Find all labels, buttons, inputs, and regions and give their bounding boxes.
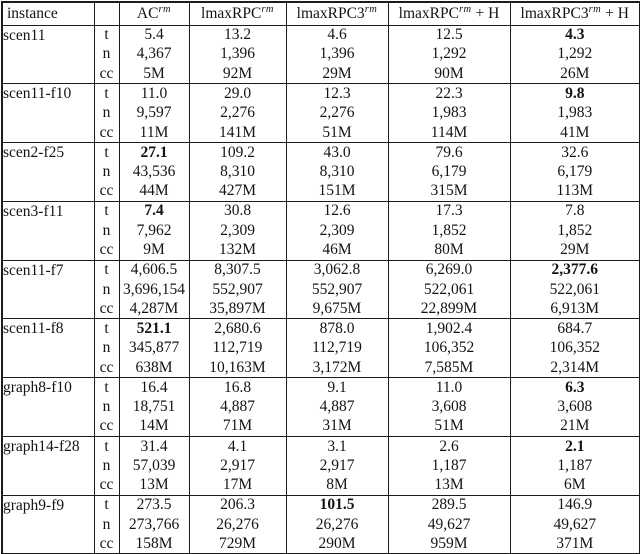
cell-value: 1,852 (510, 221, 640, 241)
cell-value: 18,751 (119, 397, 189, 417)
cell-value: 4,606.5 (119, 260, 189, 280)
cell-value: 2.1 (510, 436, 640, 456)
superscript-rm: rm (261, 3, 274, 15)
table-row (2, 123, 640, 143)
instance-name: scen11 (2, 25, 94, 84)
cell-value: 1,902.4 (388, 319, 510, 339)
table-row (2, 417, 640, 437)
cell-value: 1,187 (388, 456, 510, 476)
cell-value: 427M (189, 182, 286, 202)
cell-value: 2,680.6 (189, 319, 286, 339)
metric-label: t (94, 260, 119, 280)
cell-value: 2,309 (189, 221, 286, 241)
column-header-lmaxrpc (189, 2, 286, 25)
cell-value: 1,396 (286, 45, 388, 65)
table-row (2, 103, 640, 123)
cell-value: 151M (286, 182, 388, 202)
column-header-metric (94, 2, 119, 25)
cell-value: 44M (119, 182, 189, 202)
cell-value: 2,276 (189, 103, 286, 123)
table-row (2, 378, 640, 398)
cell-value: 7,585M (388, 358, 510, 378)
cell-value: 26,276 (286, 515, 388, 535)
cell-value: 684.7 (510, 319, 640, 339)
cell-value: 4,367 (119, 45, 189, 65)
column-header-label: lmaxRPC (201, 4, 262, 22)
metric-label: n (94, 456, 119, 476)
cell-value: 5.4 (119, 25, 189, 45)
metric-label: t (94, 436, 119, 456)
column-header-suffix: + H (601, 4, 629, 22)
cell-value: 2,917 (189, 456, 286, 476)
cell-value: 43,536 (119, 162, 189, 182)
cell-value: 522,061 (388, 280, 510, 300)
cell-value: 1,187 (510, 456, 640, 476)
cell-value: 12.6 (286, 201, 388, 221)
cell-value: 2,309 (286, 221, 388, 241)
cell-value: 30.8 (189, 201, 286, 221)
cell-value: 106,352 (388, 339, 510, 359)
metric-label: n (94, 397, 119, 417)
cell-value: 106,352 (510, 339, 640, 359)
cell-value: 57,039 (119, 456, 189, 476)
metric-label: n (94, 103, 119, 123)
cell-value: 51M (286, 123, 388, 143)
cell-value: 9.1 (286, 378, 388, 398)
cell-value: 3,608 (510, 397, 640, 417)
results-table-header (2, 2, 640, 25)
cell-value: 51M (388, 417, 510, 437)
cell-value: 12.5 (388, 25, 510, 45)
cell-value: 16.4 (119, 378, 189, 398)
table-row (2, 84, 640, 104)
table-row (2, 339, 640, 359)
instance-name: scen11-f8 (2, 319, 94, 378)
cell-value: 8M (286, 476, 388, 496)
cell-value: 11M (119, 123, 189, 143)
header-row (2, 2, 640, 25)
cell-value: 114M (388, 123, 510, 143)
cell-value: 7,962 (119, 221, 189, 241)
cell-value: 1,292 (510, 45, 640, 65)
cell-value: 6M (510, 476, 640, 496)
cell-value: 3,608 (388, 397, 510, 417)
cell-value: 552,907 (286, 280, 388, 300)
cell-value: 3,696,154 (119, 280, 189, 300)
cell-value: 11.0 (388, 378, 510, 398)
cell-value: 4.1 (189, 436, 286, 456)
cell-value: 49,627 (510, 515, 640, 535)
cell-value: 11.0 (119, 84, 189, 104)
metric-label: t (94, 495, 119, 515)
column-header-ac (119, 2, 189, 25)
cell-value: 112,719 (286, 339, 388, 359)
cell-value: 959M (388, 534, 510, 554)
cell-value: 6,179 (510, 162, 640, 182)
cell-value: 9.8 (510, 84, 640, 104)
cell-value: 290M (286, 534, 388, 554)
cell-value: 729M (189, 534, 286, 554)
metric-label: cc (94, 534, 119, 554)
cell-value: 49,627 (388, 515, 510, 535)
cell-value: 8,310 (189, 162, 286, 182)
cell-value: 9M (119, 241, 189, 261)
cell-value: 26,276 (189, 515, 286, 535)
cell-value: 32.6 (510, 143, 640, 163)
metric-label: cc (94, 241, 119, 261)
cell-value: 10,163M (189, 358, 286, 378)
metric-label: n (94, 280, 119, 300)
cell-value: 1,292 (388, 45, 510, 65)
cell-value: 345,877 (119, 339, 189, 359)
cell-value: 158M (119, 534, 189, 554)
column-header-suffix: + H (471, 4, 500, 22)
instance-name: scen2-f25 (2, 143, 94, 202)
cell-value: 13.2 (189, 25, 286, 45)
column-header-label: AC (136, 4, 159, 22)
cell-value: 22.3 (388, 84, 510, 104)
cell-value: 552,907 (189, 280, 286, 300)
table-row (2, 495, 640, 515)
superscript-rm: rm (458, 3, 472, 15)
cell-value: 273.5 (119, 495, 189, 515)
cell-value: 4,887 (286, 397, 388, 417)
metric-label: n (94, 162, 119, 182)
column-header-label: lmaxRPC3 (296, 4, 365, 22)
cell-value: 1,396 (189, 45, 286, 65)
column-header-lmaxrpc-h (388, 2, 510, 25)
superscript-rm: rm (158, 3, 172, 15)
cell-value: 315M (388, 182, 510, 202)
column-header-label: instance (7, 4, 58, 22)
cell-value: 35,897M (189, 299, 286, 319)
instance-name: graph14-f28 (2, 436, 94, 495)
cell-value: 12.3 (286, 84, 388, 104)
cell-value: 5M (119, 64, 189, 84)
cell-value: 146.9 (510, 495, 640, 515)
cell-value: 522,061 (510, 280, 640, 300)
metric-label: n (94, 339, 119, 359)
cell-value: 31.4 (119, 436, 189, 456)
cell-value: 206.3 (189, 495, 286, 515)
cell-value: 22,899M (388, 299, 510, 319)
cell-value: 90M (388, 64, 510, 84)
cell-value: 4.6 (286, 25, 388, 45)
metric-label: n (94, 515, 119, 535)
instance-name: scen11-f10 (2, 84, 94, 143)
instance-name: graph8-f10 (2, 378, 94, 437)
cell-value: 6,269.0 (388, 260, 510, 280)
metric-label: n (94, 45, 119, 65)
cell-value: 3,062.8 (286, 260, 388, 280)
cell-value: 638M (119, 358, 189, 378)
cell-value: 13M (119, 476, 189, 496)
table-row (2, 25, 640, 45)
cell-value: 92M (189, 64, 286, 84)
table-row (2, 162, 640, 182)
table-row (2, 515, 640, 535)
cell-value: 17.3 (388, 201, 510, 221)
table-row (2, 241, 640, 261)
cell-value: 26M (510, 64, 640, 84)
table-row (2, 299, 640, 319)
cell-value: 9,597 (119, 103, 189, 123)
superscript-rm: rm (364, 3, 378, 15)
cell-value: 7.4 (119, 201, 189, 221)
cell-value: 4,287M (119, 299, 189, 319)
cell-value: 9,675M (286, 299, 388, 319)
cell-value: 27.1 (119, 143, 189, 163)
cell-value: 2.6 (388, 436, 510, 456)
column-header-label: lmaxRPC3 (520, 4, 589, 22)
column-header-label: lmaxRPC (398, 4, 459, 22)
cell-value: 101.5 (286, 495, 388, 515)
table-row (2, 182, 640, 202)
cell-value: 79.6 (388, 143, 510, 163)
cell-value: 16.8 (189, 378, 286, 398)
cell-value: 43.0 (286, 143, 388, 163)
instance-name: scen3-f11 (2, 201, 94, 260)
column-header-lmaxrpc3 (286, 2, 388, 25)
cell-value: 80M (388, 241, 510, 261)
cell-value: 8,307.5 (189, 260, 286, 280)
cell-value: 29M (286, 64, 388, 84)
cell-value: 132M (189, 241, 286, 261)
table-row (2, 201, 640, 221)
metric-label: cc (94, 417, 119, 437)
cell-value: 521.1 (119, 319, 189, 339)
metric-label: cc (94, 358, 119, 378)
cell-value: 3.1 (286, 436, 388, 456)
metric-label: cc (94, 476, 119, 496)
metric-label: t (94, 25, 119, 45)
cell-value: 878.0 (286, 319, 388, 339)
cell-value: 371M (510, 534, 640, 554)
cell-value: 2,917 (286, 456, 388, 476)
cell-value: 6,913M (510, 299, 640, 319)
metric-label: n (94, 221, 119, 241)
cell-value: 109.2 (189, 143, 286, 163)
cell-value: 1,983 (388, 103, 510, 123)
table-row (2, 358, 640, 378)
cell-value: 8,310 (286, 162, 388, 182)
table-row (2, 45, 640, 65)
metric-label: cc (94, 182, 119, 202)
metric-label: cc (94, 299, 119, 319)
cell-value: 6,179 (388, 162, 510, 182)
cell-value: 4.3 (510, 25, 640, 45)
metric-label: cc (94, 64, 119, 84)
table-row (2, 221, 640, 241)
column-header-lmaxrpc3-h (510, 2, 640, 25)
results-tbody (2, 25, 640, 554)
cell-value: 2,314M (510, 358, 640, 378)
cell-value: 71M (189, 417, 286, 437)
cell-value: 1,852 (388, 221, 510, 241)
cell-value: 3,172M (286, 358, 388, 378)
table-row (2, 143, 640, 163)
metric-label: t (94, 378, 119, 398)
table-row (2, 319, 640, 339)
cell-value: 21M (510, 417, 640, 437)
cell-value: 41M (510, 123, 640, 143)
instance-name: scen11-f7 (2, 260, 94, 319)
metric-label: t (94, 201, 119, 221)
cell-value: 17M (189, 476, 286, 496)
table-row (2, 64, 640, 84)
cell-value: 46M (286, 241, 388, 261)
metric-label: cc (94, 123, 119, 143)
instance-name: graph9-f9 (2, 495, 94, 554)
results-table (1, 1, 640, 554)
table-row (2, 436, 640, 456)
table-row (2, 476, 640, 496)
cell-value: 113M (510, 182, 640, 202)
table-row (2, 456, 640, 476)
cell-value: 112,719 (189, 339, 286, 359)
cell-value: 29M (510, 241, 640, 261)
cell-value: 273,766 (119, 515, 189, 535)
cell-value: 7.8 (510, 201, 640, 221)
metric-label: t (94, 143, 119, 163)
cell-value: 6.3 (510, 378, 640, 398)
cell-value: 29.0 (189, 84, 286, 104)
cell-value: 4,887 (189, 397, 286, 417)
table-row (2, 260, 640, 280)
column-header-instance (2, 2, 94, 25)
cell-value: 2,276 (286, 103, 388, 123)
cell-value: 2,377.6 (510, 260, 640, 280)
cell-value: 14M (119, 417, 189, 437)
cell-value: 289.5 (388, 495, 510, 515)
cell-value: 31M (286, 417, 388, 437)
cell-value: 141M (189, 123, 286, 143)
table-row (2, 280, 640, 300)
cell-value: 1,983 (510, 103, 640, 123)
cell-value: 13M (388, 476, 510, 496)
table-row (2, 397, 640, 417)
table-row (2, 534, 640, 554)
superscript-rm: rm (588, 3, 602, 15)
metric-label: t (94, 84, 119, 104)
metric-label: t (94, 319, 119, 339)
